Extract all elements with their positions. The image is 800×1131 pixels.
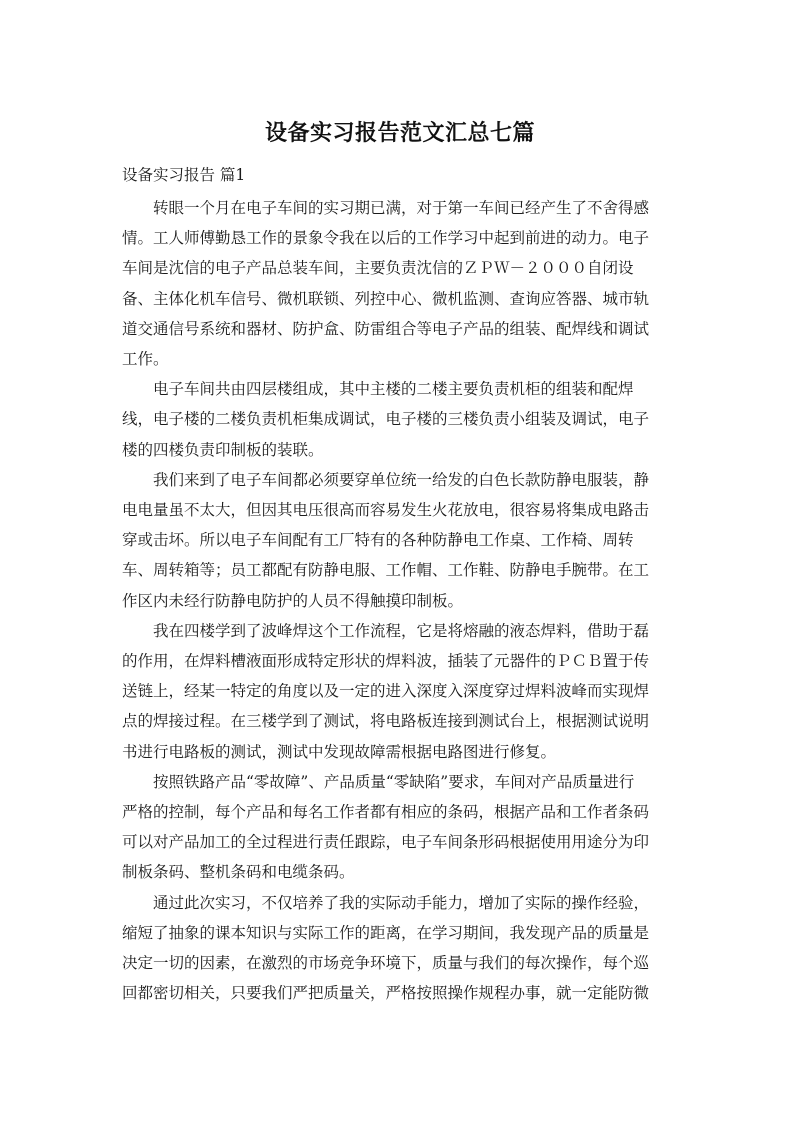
paragraph-line: 情。工人师傅勤恳工作的景象令我在以后的工作学习中起到前进的动力。电子 bbox=[122, 229, 650, 248]
paragraph-line: 按照铁路产品“零故障”、产品质量“零缺陷”要求，车间对产品质量进行 bbox=[153, 772, 635, 791]
page-title: 设备实习报告范文汇总七篇 bbox=[264, 121, 535, 146]
paragraph-line: 线，电子楼的二楼负责机柜集成调试，电子楼的三楼负责小组装及调试，电子 bbox=[122, 410, 650, 429]
paragraph-line: 楼的四楼负责印制板的装联。 bbox=[122, 440, 324, 459]
paragraph-line: 书进行电路板的测试，测试中发现故障需根据电路图进行修复。 bbox=[122, 742, 557, 761]
paragraph-line: 车、周转箱等；员工都配有防静电服、工作帽、工作鞋、防静电手腕带。在工 bbox=[122, 561, 650, 580]
paragraph bbox=[122, 767, 682, 888]
paragraph-line: 可以对产品加工的全过程进行责任跟踪，电子车间条形码根据使用用途分为印 bbox=[122, 833, 650, 852]
paragraph-line: 车间是沈信的电子产品总装车间，主要负责沈信的ＺＰＷ－２０００自闭设 bbox=[122, 259, 634, 278]
paragraph-line: 缩短了抽象的课本知识与实际工作的距离，在学习期间，我发现产品的质量是 bbox=[122, 923, 650, 942]
paragraph bbox=[122, 193, 682, 374]
document-body bbox=[122, 193, 682, 1008]
paragraph-line: 严格的控制，每个产品和每名工作者都有相应的条码，根据产品和工作者条码 bbox=[122, 803, 650, 822]
paragraph-line: 送链上，经某一特定的角度以及一定的进入深度入深度穿过焊料波峰而实现焊 bbox=[122, 682, 650, 701]
paragraph-line: 作区内未经行防静电防护的人员不得触摸印制板。 bbox=[122, 591, 464, 610]
paragraph bbox=[122, 616, 682, 767]
paragraph-line: 道交通信号系统和器材、防护盒、防雷组合等电子产品的组装、配焊线和调试 bbox=[122, 319, 650, 338]
paragraph-line: 电电量虽不太大，但因其电压很高而容易发生火花放电，很容易将集成电路击 bbox=[122, 501, 650, 520]
paragraph-line: 穿或击坏。所以电子车间配有工厂特有的各种防静电工作桌、工作椅、周转 bbox=[122, 531, 634, 550]
paragraph bbox=[122, 465, 682, 616]
paragraph bbox=[122, 374, 682, 465]
paragraph-line: 通过此次实习，不仅培养了我的实际动手能力，增加了实际的操作经验， bbox=[153, 893, 650, 912]
paragraph-line: 转眼一个月在电子车间的实习期已满，对于第一车间已经产生了不舍得感 bbox=[153, 199, 650, 217]
paragraph-line: 决定一切的因素，在激烈的市场竞争环境下，质量与我们的每次操作，每个巡 bbox=[122, 954, 650, 973]
paragraph-line: 我们来到了电子车间都必须要穿单位统一给发的白色长款防静电服装，静 bbox=[153, 470, 650, 489]
paragraph-line: 的作用，在焊料槽液面形成特定形状的焊料波，插装了元器件的ＰＣＢ置于传 bbox=[122, 652, 650, 671]
paragraph-line: 点的焊接过程。在三楼学到了测试，将电路板连接到测试台上，根据测试说明 bbox=[122, 712, 650, 731]
section-heading: 设备实习报告 篇1 bbox=[122, 166, 246, 184]
paragraph-line: 制板条码、整机条码和电缆条码。 bbox=[122, 863, 355, 882]
paragraph-line: 回都密切相关，只要我们严把质量关，严格按照操作规程办事，就一定能防微 bbox=[122, 984, 650, 1003]
paragraph bbox=[122, 888, 682, 1009]
paragraph-line: 电子车间共由四层楼组成，其中主楼的二楼主要负责机柜的组装和配焊 bbox=[153, 380, 634, 399]
paragraph-line: 备、主体化机车信号、微机联锁、列控中心、微机监测、查询应答器、城市轨 bbox=[122, 289, 650, 308]
paragraph-line: 我在四楼学到了波峰焊这个工作流程，它是将熔融的液态焊料，借助于磊 bbox=[153, 621, 650, 640]
paragraph-line: 工作。 bbox=[122, 350, 169, 369]
